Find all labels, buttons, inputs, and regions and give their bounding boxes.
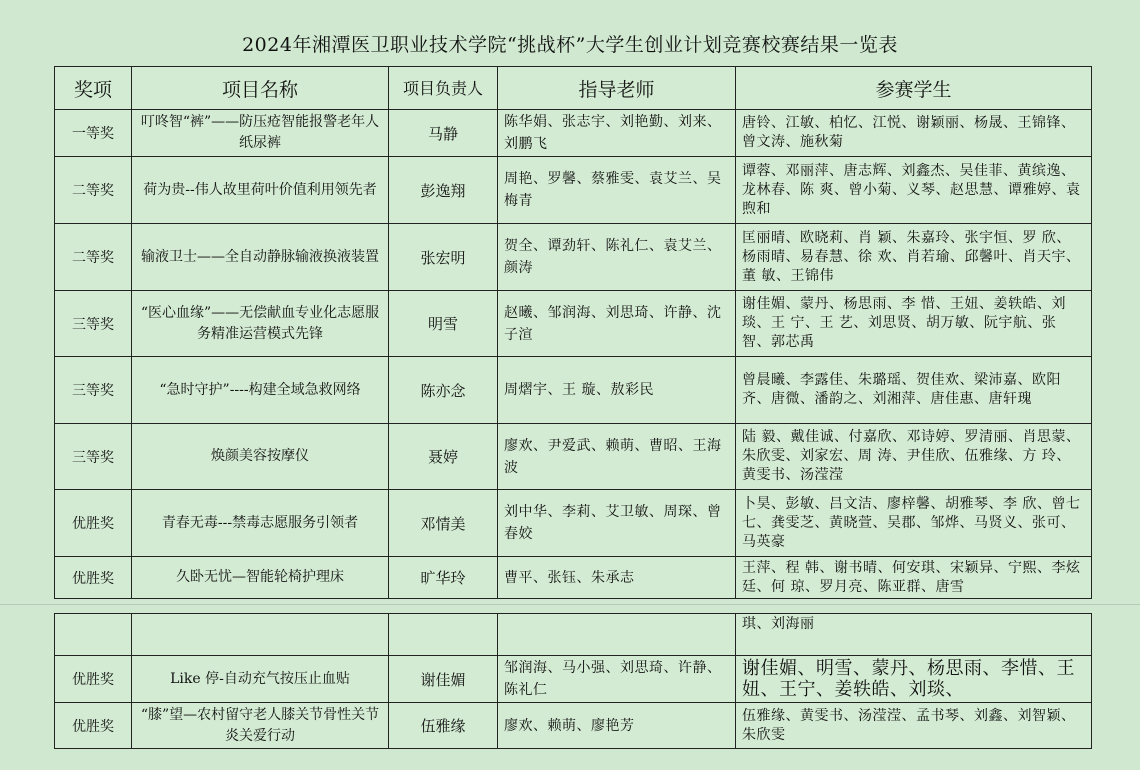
table-row (55, 357, 1092, 424)
project-cell: “膝”望—农村留守老人膝关节骨性关节炎关爱行动 (132, 703, 389, 749)
advisor-cell: 周熠宇、王 璇、敖彩民 (498, 357, 736, 424)
students-cell: 曾晨曦、李露佳、朱璐瑶、贺佳欢、梁沛嘉、欧阳齐、唐微、潘韵之、刘湘萍、唐佳惠、唐轩瑰 (736, 357, 1092, 424)
page-break-line (0, 604, 1140, 607)
leader-cell: 伍雅缘 (389, 703, 498, 749)
advisor-cell: 陈华娟、张志宇、刘艳勤、刘来、刘鹏飞 (498, 110, 736, 157)
award-cell: 优胜奖 (55, 656, 132, 703)
advisor-cell (498, 614, 736, 656)
table-row (55, 110, 1092, 157)
students-cell: 匡丽晴、欧晓莉、肖 颖、朱嘉玲、张宇恒、罗 欣、杨雨晴、易春慧、徐 欢、肖若瑜、邱馨叶、肖天宇、董 敏、王锦伟 (736, 224, 1092, 291)
leader-cell: 聂婷 (389, 424, 498, 490)
results-table-continued (54, 613, 1092, 749)
students-cell: 谢佳媚、明雪、蒙丹、杨思雨、李惜、王妞、王宁、姜轶皓、刘琰、 (736, 656, 1092, 703)
project-cell: Like 停-自动充气按压止血贴 (132, 656, 389, 703)
leader-cell: 陈亦念 (389, 357, 498, 424)
students-cell: 伍雅缘、黄雯书、汤滢滢、孟书琴、刘鑫、刘智颖、朱欣雯 (736, 703, 1092, 749)
leader-cell: 谢佳媚 (389, 656, 498, 703)
project-cell: 焕颜美容按摩仪 (132, 424, 389, 490)
award-cell: 优胜奖 (55, 703, 132, 749)
leader-cell: 马静 (389, 110, 498, 157)
table-row-continued (55, 614, 1092, 656)
award-cell (55, 614, 132, 656)
table-row (55, 157, 1092, 224)
students-cell: 王萍、程 韩、谢书晴、何安琪、宋颖异、宁熙、李炫廷、何 琼、罗月亮、陈亚群、唐雪 (736, 557, 1092, 599)
table-row (55, 557, 1092, 599)
header-project: 项目名称 (132, 67, 389, 110)
leader-cell: 旷华玲 (389, 557, 498, 599)
project-cell (132, 614, 389, 656)
page-title: 2024年湘潭医卫职业技术学院“挑战杯”大学生创业计划竞赛校赛结果一览表 (242, 34, 898, 56)
table-row (55, 656, 1092, 703)
table-row (55, 224, 1092, 291)
table-row (55, 424, 1092, 490)
students-cell: 卜昊、彭敏、吕文洁、廖梓馨、胡雅琴、李 欣、曾七七、龚雯芝、黄晓萱、吴郡、邹烨、马贤义、张可、马英豪 (736, 490, 1092, 557)
header-leader: 项目负责人 (389, 67, 498, 110)
advisor-cell: 刘中华、李莉、艾卫敏、周琛、曾春姣 (498, 490, 736, 557)
leader-cell (389, 614, 498, 656)
project-cell: 输液卫士——全自动静脉输液换液装置 (132, 224, 389, 291)
project-cell: “急时守护”----构建全域急救网络 (132, 357, 389, 424)
advisor-cell: 周艳、罗馨、蔡雅雯、袁艾兰、吴梅青 (498, 157, 736, 224)
advisor-cell: 邹润海、马小强、刘思琦、许静、陈礼仁 (498, 656, 736, 703)
students-cell: 琪、刘海丽 (736, 614, 1092, 656)
table-row (55, 703, 1092, 749)
header-advisor: 指导老师 (498, 67, 736, 110)
award-cell: 三等奖 (55, 424, 132, 490)
award-cell: 优胜奖 (55, 490, 132, 557)
students-cell: 陆 毅、戴佳诚、付嘉欣、邓诗婷、罗清丽、肖思蒙、朱欣雯、刘家宏、周 涛、尹佳欣、伍雅缘、方 玲、黄雯书、汤滢滢 (736, 424, 1092, 490)
students-cell: 谭蓉、邓丽萍、唐志辉、刘鑫杰、吴佳菲、黄缤逸、龙林春、陈 爽、曾小菊、义琴、赵思慧、谭雅婷、袁煦和 (736, 157, 1092, 224)
award-cell: 二等奖 (55, 157, 132, 224)
leader-cell: 张宏明 (389, 224, 498, 291)
advisor-cell: 廖欢、赖萌、廖艳芳 (498, 703, 736, 749)
table-header-row (55, 67, 1092, 110)
project-cell: 叮咚智“裤”——防压疮智能报警老年人纸尿裤 (132, 110, 389, 157)
advisor-cell: 廖欢、尹爱武、赖萌、曹昭、王海波 (498, 424, 736, 490)
award-cell: 三等奖 (55, 357, 132, 424)
students-cell: 谢佳媚、蒙丹、杨思雨、李 惜、王妞、姜轶皓、刘琰、王 宁、王 艺、刘思贤、胡万敏、阮宇航、张智、郭芯禹 (736, 291, 1092, 357)
leader-cell: 明雪 (389, 291, 498, 357)
advisor-cell: 曹平、张钰、朱承志 (498, 557, 736, 599)
header-students: 参赛学生 (736, 67, 1092, 110)
table-row (55, 291, 1092, 357)
leader-cell: 邓情美 (389, 490, 498, 557)
table-row (55, 490, 1092, 557)
project-cell: 青春无毒---禁毒志愿服务引领者 (132, 490, 389, 557)
advisor-cell: 赵曦、邹润海、刘思琦、许静、沈子渲 (498, 291, 736, 357)
project-cell: “医心血缘”——无偿献血专业化志愿服务精准运营模式先锋 (132, 291, 389, 357)
students-cell: 唐铃、江敏、柏忆、江悦、谢颖丽、杨晟、王锦锋、曾文涛、施秋菊 (736, 110, 1092, 157)
award-cell: 二等奖 (55, 224, 132, 291)
project-cell: 荷为贵--伟人故里荷叶价值利用领先者 (132, 157, 389, 224)
award-cell: 三等奖 (55, 291, 132, 357)
advisor-cell: 贺全、谭劲轩、陈礼仁、袁艾兰、颜涛 (498, 224, 736, 291)
results-table (54, 66, 1092, 599)
header-award: 奖项 (55, 67, 132, 110)
leader-cell: 彭逸翔 (389, 157, 498, 224)
award-cell: 一等奖 (55, 110, 132, 157)
project-cell: 久卧无忧—智能轮椅护理床 (132, 557, 389, 599)
award-cell: 优胜奖 (55, 557, 132, 599)
